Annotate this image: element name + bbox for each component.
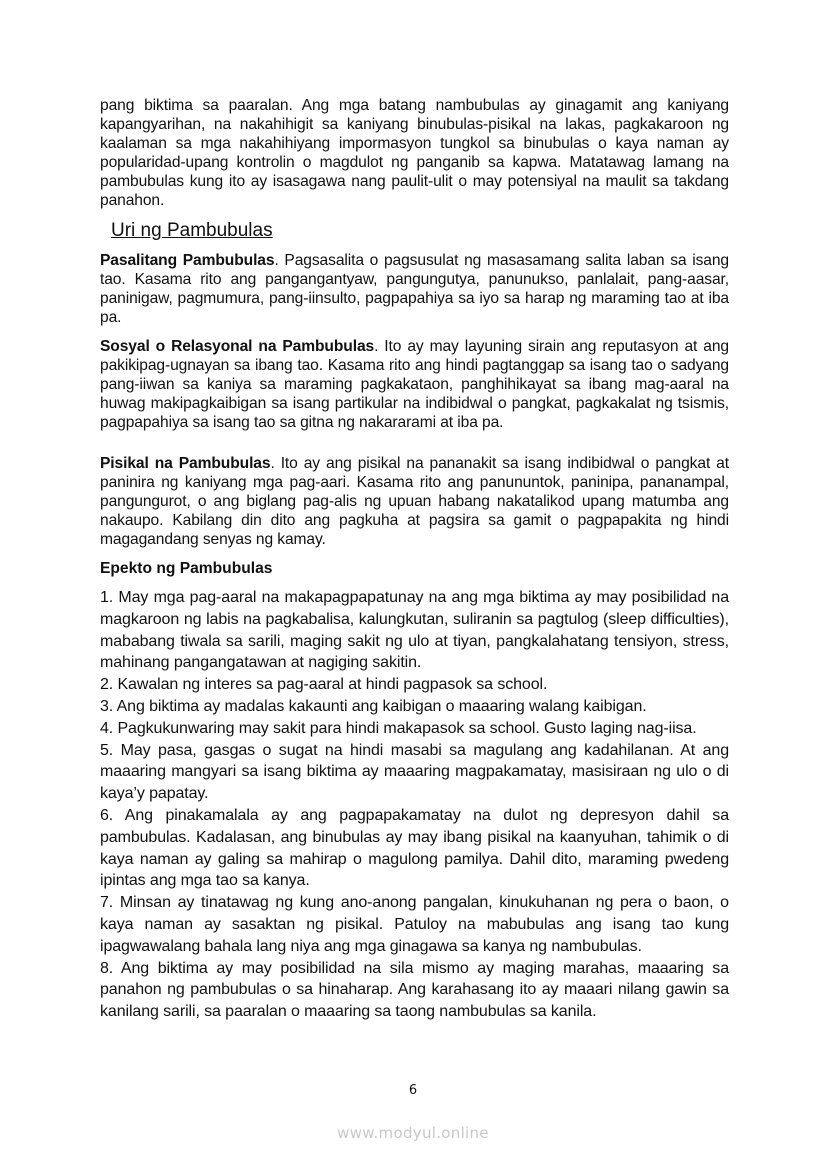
list-item: 4. Pagkukunwaring may sakit para hindi makapasok sa school. Gusto laging nag-iisa. xyxy=(100,719,697,737)
type-description: . Ito ay ang pisikal na pananakit sa isang indibidwal o pangkat at paninira ng kaniyang mga pag-aari. Kasama rito ang panununtok, paninipa, pananampal, pangungurot, o ang biglang pag-alis ng upuan habang nakatalikod upang matumba ang nakaupo. Kabilang din dito ang pagkuha at pagsira sa gamit o pagpapakita ng hindi magagandang senyas ng kamay. xyxy=(100,455,729,548)
watermark: www.modyul.online xyxy=(337,1124,489,1142)
page-number: 6 xyxy=(408,1083,418,1098)
list-item: 6. Ang pinakamalala ay ang pagpapakamatay na dulot ng depresyon dahil sa pambubulas. Kadalasan, ang binubulas ay may ibang pisikal na kaanyuhan, tahimik o di kaya naman ay galing sa mahirap o magulong pamilya. Dahil dito, maraming pwedeng ipintas ang mga tao sa kanya. xyxy=(100,806,729,890)
list-item: 2. Kawalan ng interes sa pag-aaral at hindi pagpasok sa school. xyxy=(100,676,548,694)
list-item: 1. May mga pag-aaral na makapagpapatunay na ang mga biktima ay may posibilidad na magkaroon ng labis na pagkabalisa, kalungkutan, suliranin sa pagtulog (sleep difficulties), mababang tiwala sa sarili, maging sakit ng ulo at tiyan, pangkalahatang tensiyon, stress, mahinang pangangatawan at nagiging sakitin. xyxy=(100,589,729,672)
type-term: Sosyal o Relasyonal na Pambubulas xyxy=(100,338,375,355)
type-term: Pasalitang Pambubulas xyxy=(100,252,275,269)
type-sosyal-paragraph xyxy=(100,337,729,432)
type-description: . Ito ay may layuning sirain ang reputasyon at ang pakikipag-ugnayan sa ibang tao. Kasama rito ang hindi pagtanggap sa isang tao o sadyang pang-iiwan sa kaniya sa maraming pagkakataon, panghihikayat sa ibang mag-aaral na huwag makipagkaibigan sa isang partikular na indibidwal o pangkat, pagkakalat ng tsismis, pagpapahiya sa isang tao sa gitna ng nakararami at iba pa. xyxy=(100,338,729,431)
list-item: 8. Ang biktima ay may posibilidad na sila mismo ay maging marahas, maaaring sa panahon ng pambubulas o sa hinaharap. Ang karahasang ito ay maaari nilang gawin sa kanilang sarili, sa paaralan o maaaring sa taong nambubulas sa kanila. xyxy=(100,959,729,1021)
document-page xyxy=(100,96,729,1023)
type-description: . Pagsasalita o pagsusulat ng masasamang salita laban sa isang tao. Kasama rito ang pangangantyaw, pangungutya, panunukso, panlalait, pang-aasar, paninigaw, pagmumura, pang-iinsulto, pagpapahiya sa iyo sa harap ng maraming tao at iba pa. xyxy=(100,252,729,326)
epekto-list xyxy=(100,587,729,1023)
intro-paragraph: pang biktima sa paaralan. Ang mga batang nambubulas ay ginagamit ang kaniyang kapangyarihan, na nakahihigit sa kaniyang binubulas-pisikal na lakas, pagkakaroon ng kaalaman sa mga nakahihiyang impormasyon tungkol sa binubulas o kaya naman ay popularidad-upang kontrolin o magdulot ng panganib sa kapwa. Matatawag lamang na pambubulas kung ito ay isasagawa nang paulit-ulit o may potensiyal na maulit sa takdang panahon. xyxy=(100,97,729,209)
type-pisikal-paragraph xyxy=(100,454,729,549)
epekto-heading: Epekto ng Pambubulas xyxy=(100,560,273,577)
list-item: 7. Minsan ay tinatawag ng kung ano-anong pangalan, kinukuhanan ng pera o baon, o kaya naman ay sasaktan ng pisikal. Patuloy na mabubulas ang isang tao kung ipagwawalang bahala lang niya ang mga ginagawa sa kanya ng nambubulas. xyxy=(100,894,729,955)
type-pasalita-paragraph xyxy=(100,251,729,327)
spacer xyxy=(100,442,729,454)
list-item: 3. Ang biktima ay madalas kakaunti ang kaibigan o maaaring walang kaibigan. xyxy=(100,697,647,715)
type-term: Pisikal na Pambubulas xyxy=(100,455,271,472)
list-item: 5. May pasa, gasgas o sugat na hindi masabi sa magulang ang kadahilanan. At ang maaaring mangyari sa isang biktima ay maaaring magpakamatay, masisiraan ng ulo o di kaya’y papatay. xyxy=(100,741,729,803)
uri-heading: Uri ng Pambubulas xyxy=(111,220,273,241)
